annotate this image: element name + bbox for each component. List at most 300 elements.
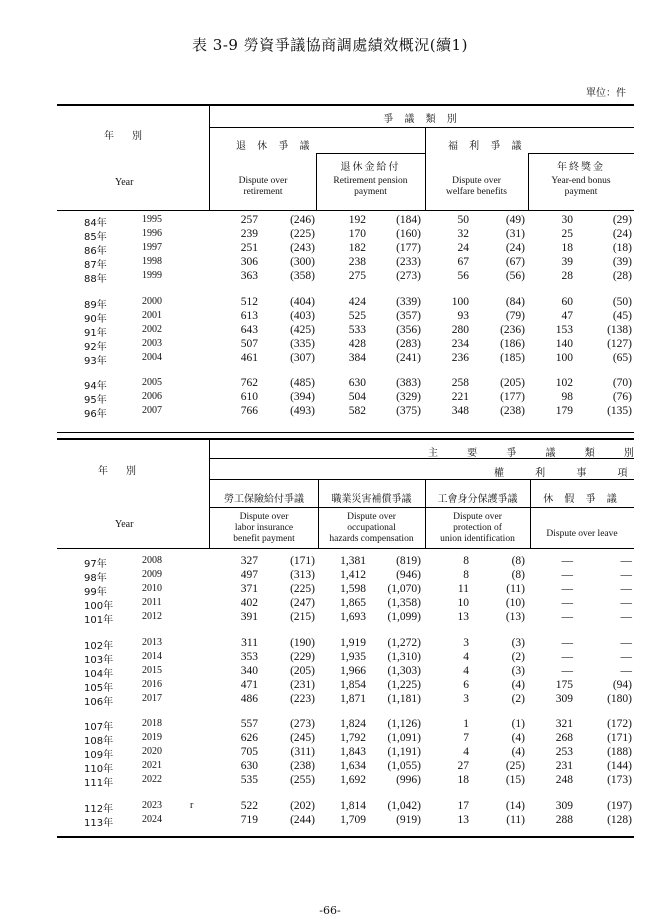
table-row xyxy=(57,774,634,790)
ad-year: 2001 xyxy=(142,309,162,321)
ad-year: 2008 xyxy=(142,555,162,566)
roc-year: 91年 xyxy=(84,327,107,339)
table1-year-label-en: Year xyxy=(115,177,134,188)
roc-year: 92年 xyxy=(84,341,107,353)
roc-year: 95年 xyxy=(84,395,107,407)
cell-value: (358) xyxy=(290,270,315,283)
cell-value: 280 xyxy=(451,323,469,336)
ad-year: 2017 xyxy=(142,692,162,704)
cell-value: 1,598 xyxy=(340,583,366,596)
cell-value: 766 xyxy=(240,405,258,418)
cell-value: (138) xyxy=(607,323,632,336)
cell-value: 1,871 xyxy=(340,692,366,705)
cell-value: (15) xyxy=(505,774,525,787)
table1-year-label-zh: 年 別 xyxy=(104,131,146,142)
col-retire-zh: 退 休 爭 議 xyxy=(236,141,314,152)
cell-value: (425) xyxy=(290,323,315,336)
cell-value: (283) xyxy=(396,337,421,350)
table-row xyxy=(57,242,634,258)
cell-value: 248 xyxy=(555,774,573,787)
roc-year: 107年 xyxy=(84,722,114,733)
cell-value: — xyxy=(620,611,632,624)
cell-value: 626 xyxy=(240,732,258,745)
cell-value: (70) xyxy=(612,377,632,389)
cell-value: (247) xyxy=(290,597,315,610)
cell-value: (335) xyxy=(290,337,315,350)
cell-value: (2) xyxy=(511,692,525,705)
cell-value: 56 xyxy=(457,270,469,283)
cell-value: 234 xyxy=(451,337,469,350)
cell-value: (8) xyxy=(511,569,525,582)
cell-value: (2) xyxy=(511,650,525,663)
table1-sub-rule-a xyxy=(316,153,425,154)
cell-value: 1,692 xyxy=(340,774,366,787)
ad-year: 2007 xyxy=(142,405,162,417)
table2-year-label-zh: 年 別 xyxy=(98,466,140,477)
cell-value: 100 xyxy=(451,295,469,308)
roc-year: 99年 xyxy=(84,587,107,599)
cell-value: (1) xyxy=(511,718,525,730)
cell-value: 238 xyxy=(348,256,366,269)
cell-value: 18 xyxy=(561,242,573,255)
table-row xyxy=(57,583,634,599)
cell-value: — xyxy=(561,611,573,624)
cell-value: (225) xyxy=(290,228,315,241)
cell-value: (313) xyxy=(290,569,315,582)
cell-value: 239 xyxy=(240,228,258,241)
cell-value: 17 xyxy=(457,799,469,812)
cell-value: 13 xyxy=(457,611,469,624)
cell-value: 497 xyxy=(240,569,258,582)
cell-value: (76) xyxy=(612,391,632,404)
cell-value: 47 xyxy=(561,309,573,322)
cell-value: — xyxy=(561,664,573,677)
cell-value: 27 xyxy=(457,760,469,773)
cell-value: — xyxy=(620,583,632,596)
ad-year: 1995 xyxy=(142,214,162,225)
cell-value: (225) xyxy=(290,583,315,596)
cell-value: 306 xyxy=(240,256,258,269)
cell-value: 1,919 xyxy=(340,636,366,649)
cell-value: (205) xyxy=(500,377,525,389)
cell-value: (996) xyxy=(396,774,421,787)
cell-value: 192 xyxy=(348,214,366,226)
cell-value: 533 xyxy=(348,323,366,336)
cell-value: 3 xyxy=(463,692,469,705)
cell-value: 613 xyxy=(240,309,258,322)
cell-value: — xyxy=(561,597,573,610)
cell-value: 8 xyxy=(463,569,469,582)
ad-year: 2002 xyxy=(142,323,162,335)
cell-value: 100 xyxy=(555,351,573,364)
ad-year: 2014 xyxy=(142,650,162,662)
cell-value: (49) xyxy=(505,214,525,226)
ad-year: 1996 xyxy=(142,228,162,240)
cell-value: (180) xyxy=(607,692,632,705)
cell-value: (177) xyxy=(500,391,525,404)
ad-year: 2010 xyxy=(142,583,162,595)
cell-value: (1,126) xyxy=(387,718,421,730)
table-row xyxy=(57,555,634,568)
cell-value: 582 xyxy=(348,405,366,418)
cell-value: 522 xyxy=(240,799,258,812)
cell-value: 140 xyxy=(555,337,573,350)
ad-year: 2024 xyxy=(142,813,162,825)
cell-value: (3) xyxy=(511,664,525,677)
table-row xyxy=(57,746,634,762)
cell-value: 461 xyxy=(240,351,258,364)
cell-value: 348 xyxy=(451,405,469,418)
roc-year: 90年 xyxy=(84,313,107,325)
cell-value: 221 xyxy=(451,391,469,404)
col-welfare-en: Dispute over welfare benefits xyxy=(446,176,507,197)
col-occ-en: Dispute over occupational hazards compensation xyxy=(329,512,414,544)
cell-value: — xyxy=(620,664,632,677)
cell-value: (144) xyxy=(607,760,632,773)
cell-value: 1,814 xyxy=(340,799,366,812)
table-row xyxy=(57,391,634,407)
ad-year: 1999 xyxy=(142,270,162,282)
cell-value: 384 xyxy=(348,351,366,364)
cell-value: (4) xyxy=(511,732,525,745)
roc-year: 110年 xyxy=(84,764,114,776)
table-row xyxy=(57,665,634,678)
cell-value: (127) xyxy=(607,337,632,350)
cell-value: (233) xyxy=(396,256,421,269)
cell-value: 1,709 xyxy=(340,813,366,826)
ad-year: 2019 xyxy=(142,732,162,744)
cell-value: 8 xyxy=(463,555,469,567)
unit-label: 單位：件 xyxy=(586,88,626,99)
cell-value: (202) xyxy=(290,799,315,812)
table2-bottom-rule xyxy=(57,836,634,838)
cell-value: (197) xyxy=(607,799,632,812)
cell-value: (3) xyxy=(511,636,525,649)
cell-value: (1,303) xyxy=(387,664,421,677)
roc-year: 98年 xyxy=(84,573,107,585)
cell-value: (1,191) xyxy=(387,746,421,759)
table-row xyxy=(57,732,634,748)
ad-year: 2011 xyxy=(142,597,162,609)
cell-value: (185) xyxy=(500,351,525,364)
cell-value: — xyxy=(561,555,573,567)
table-row xyxy=(57,693,634,706)
cell-value: 1,693 xyxy=(340,611,366,624)
cell-value: 13 xyxy=(457,813,469,826)
table2-sub-header: 權 利 事 項 xyxy=(494,468,642,479)
cell-value: (190) xyxy=(290,636,315,649)
cell-value: (1,042) xyxy=(387,799,421,812)
roc-year: 101年 xyxy=(84,615,114,627)
col-pension-zh: 退休金給付 xyxy=(340,162,401,173)
table-row xyxy=(57,296,634,309)
cell-value: (28) xyxy=(612,270,632,283)
cell-value: (177) xyxy=(396,242,421,255)
cell-value: 4 xyxy=(463,650,469,663)
cell-value: 340 xyxy=(240,664,258,677)
page-number: -66- xyxy=(319,904,341,917)
cell-value: (39) xyxy=(612,256,632,269)
table-row xyxy=(57,814,634,827)
table-row xyxy=(57,679,634,692)
ad-year: 2021 xyxy=(142,760,162,772)
revision-mark: r xyxy=(190,799,194,811)
table-row xyxy=(57,228,634,244)
cell-value: — xyxy=(620,636,632,649)
col-occ-zh: 職業災害補償爭議 xyxy=(331,494,412,505)
roc-year: 103年 xyxy=(84,654,114,666)
cell-value: (11) xyxy=(506,813,525,826)
cell-value: 182 xyxy=(348,242,366,255)
cell-value: (1,225) xyxy=(387,678,421,691)
cell-value: 327 xyxy=(240,555,258,567)
cell-value: (13) xyxy=(505,611,525,624)
roc-year: 93年 xyxy=(84,355,107,367)
cell-value: (18) xyxy=(612,242,632,255)
cell-value: (383) xyxy=(396,377,421,389)
cell-value: 25 xyxy=(561,228,573,241)
cell-value: 231 xyxy=(555,760,573,773)
cell-value: 236 xyxy=(451,351,469,364)
cell-value: (186) xyxy=(500,337,525,350)
cell-value: (215) xyxy=(290,611,315,624)
table-row xyxy=(57,637,634,650)
table-row xyxy=(57,310,634,323)
cell-value: 719 xyxy=(240,813,258,826)
roc-year: 102年 xyxy=(84,640,114,652)
cell-value: 309 xyxy=(555,799,573,812)
cell-value: (24) xyxy=(612,228,632,241)
cell-value: (31) xyxy=(505,228,525,241)
ad-year: 2015 xyxy=(142,664,162,676)
cell-value: 179 xyxy=(555,405,573,418)
cell-value: 512 xyxy=(240,295,258,308)
cell-value: 1,865 xyxy=(340,597,366,610)
ad-year: 2005 xyxy=(142,377,162,388)
table2-sub-rule xyxy=(210,479,634,480)
roc-year: 100年 xyxy=(84,601,114,613)
cell-value: (205) xyxy=(290,664,315,677)
cell-value: (403) xyxy=(290,309,315,322)
table-row xyxy=(57,718,634,731)
ad-year: 2022 xyxy=(142,774,162,786)
cell-value: (819) xyxy=(396,555,421,567)
cell-value: 504 xyxy=(348,391,366,404)
table2-year-label-en: Year xyxy=(115,519,134,530)
cell-value: (8) xyxy=(511,555,525,567)
roc-year: 84年 xyxy=(84,218,107,229)
col-bonus-en: Year-end bonus payment xyxy=(551,176,611,197)
ad-year: 2006 xyxy=(142,391,162,403)
cell-value: 1 xyxy=(463,718,469,730)
cell-value: (173) xyxy=(607,774,632,787)
cell-value: (128) xyxy=(607,813,632,826)
page-title: 表 3-9 勞資爭議協商調處績效概況(續1) xyxy=(192,36,468,54)
cell-value: 1,854 xyxy=(340,678,366,691)
cell-value: (485) xyxy=(290,377,315,389)
table-row xyxy=(57,760,634,776)
cell-value: (223) xyxy=(290,692,315,705)
ad-year: 2016 xyxy=(142,678,162,690)
cell-value: (238) xyxy=(500,405,525,418)
cell-value: 535 xyxy=(240,774,258,787)
cell-value: (172) xyxy=(607,718,632,730)
roc-year: 113年 xyxy=(84,817,114,829)
cell-value: 170 xyxy=(348,228,366,241)
cell-value: 268 xyxy=(555,732,573,745)
cell-value: (10) xyxy=(505,597,525,610)
cell-value: 525 xyxy=(348,309,366,322)
roc-year: 85年 xyxy=(84,232,107,244)
cell-value: 257 xyxy=(240,214,258,226)
cell-value: (919) xyxy=(396,813,421,826)
cell-value: 258 xyxy=(451,377,469,389)
roc-year: 97年 xyxy=(84,559,107,570)
cell-value: — xyxy=(561,650,573,663)
cell-value: (1,181) xyxy=(387,692,421,705)
cell-value: 428 xyxy=(348,337,366,350)
cell-value: (1,091) xyxy=(387,732,421,745)
col-union-en: Dispute over protection of union identification xyxy=(440,512,515,544)
cell-value: (56) xyxy=(505,270,525,283)
cell-value: 39 xyxy=(561,256,573,269)
ad-year: 1997 xyxy=(142,242,162,254)
table1-header-rule xyxy=(57,210,634,211)
cell-value: (29) xyxy=(612,214,632,226)
cell-value: 28 xyxy=(561,270,573,283)
ad-year: 2004 xyxy=(142,351,162,363)
cell-value: 7 xyxy=(463,732,469,745)
table-row xyxy=(57,338,634,351)
ad-year: 2013 xyxy=(142,636,162,648)
table-row xyxy=(57,352,634,365)
cell-value: 402 xyxy=(240,597,258,610)
table-row xyxy=(57,405,634,421)
ad-year: 2009 xyxy=(142,569,162,581)
cell-value: 4 xyxy=(463,746,469,759)
ad-year: 2023 xyxy=(142,799,162,811)
table-row xyxy=(57,214,634,227)
roc-year: 105年 xyxy=(84,682,114,694)
roc-year: 104年 xyxy=(84,668,114,680)
col-union-zh: 工會身分保護爭議 xyxy=(437,494,518,505)
roc-year: 112年 xyxy=(84,803,114,815)
cell-value: 6 xyxy=(463,678,469,691)
cell-value: (135) xyxy=(607,405,632,418)
table-row xyxy=(57,597,634,613)
cell-value: (229) xyxy=(290,650,315,663)
cell-value: (244) xyxy=(290,813,315,826)
cell-value: (24) xyxy=(505,242,525,255)
cell-value: (11) xyxy=(506,583,525,596)
table1-bottom-rule xyxy=(57,432,634,433)
cell-value: 98 xyxy=(561,391,573,404)
roc-year: 96年 xyxy=(84,409,107,421)
cell-value: (4) xyxy=(511,746,525,759)
cell-value: 67 xyxy=(457,256,469,269)
cell-value: 11 xyxy=(457,583,469,596)
cell-value: 1,935 xyxy=(340,650,366,663)
cell-value: (65) xyxy=(612,351,632,364)
cell-value: (375) xyxy=(396,405,421,418)
ad-year: 2003 xyxy=(142,337,162,349)
cell-value: 486 xyxy=(240,692,258,705)
cell-value: (245) xyxy=(290,732,315,745)
cell-value: — xyxy=(620,650,632,663)
cell-value: (160) xyxy=(396,228,421,241)
table1-group-rule xyxy=(210,127,634,128)
cell-value: 311 xyxy=(241,636,258,649)
col-pension-en: Retirement pension payment xyxy=(333,176,408,197)
cell-value: (243) xyxy=(290,242,315,255)
cell-value: 288 xyxy=(555,813,573,826)
cell-value: — xyxy=(620,569,632,582)
ad-year: 2018 xyxy=(142,718,162,729)
cell-value: (94) xyxy=(612,678,632,691)
cell-value: 1,381 xyxy=(340,555,366,567)
cell-value: 705 xyxy=(240,746,258,759)
cell-value: (1,055) xyxy=(387,760,421,773)
table2-group-header: 主 要 爭 議 類 別 xyxy=(428,448,647,459)
cell-value: (45) xyxy=(612,309,632,322)
cell-value: (946) xyxy=(396,569,421,582)
cell-value: (241) xyxy=(396,351,421,364)
col-leave-zh: 休 假 爭 議 xyxy=(543,494,621,505)
cell-value: (231) xyxy=(290,678,315,691)
cell-value: — xyxy=(620,597,632,610)
table-row xyxy=(57,256,634,272)
cell-value: 4 xyxy=(463,664,469,677)
cell-value: — xyxy=(620,555,632,567)
cell-value: (84) xyxy=(505,295,525,308)
cell-value: 3 xyxy=(463,636,469,649)
cell-value: 24 xyxy=(457,242,469,255)
roc-year: 94年 xyxy=(84,381,107,392)
cell-value: (184) xyxy=(396,214,421,226)
cell-value: (356) xyxy=(396,323,421,336)
cell-value: 50 xyxy=(457,214,469,226)
col-labor-zh: 勞工保險給付爭議 xyxy=(224,494,304,505)
cell-value: 1,634 xyxy=(340,760,366,773)
table-row xyxy=(57,800,634,813)
cell-value: 1,824 xyxy=(340,718,366,730)
ad-year: 2000 xyxy=(142,295,162,307)
table-row xyxy=(57,651,634,664)
cell-value: (404) xyxy=(290,295,315,308)
cell-value: (238) xyxy=(290,760,315,773)
cell-value: 175 xyxy=(555,678,573,691)
cell-value: (311) xyxy=(290,746,315,759)
cell-value: 18 xyxy=(457,774,469,787)
cell-value: (493) xyxy=(290,405,315,418)
table-row xyxy=(57,377,634,390)
cell-value: (329) xyxy=(396,391,421,404)
table2-header-rule xyxy=(57,548,634,549)
cell-value: 93 xyxy=(457,309,469,322)
col-labor-en: Dispute over labor insurance benefit payment xyxy=(233,512,295,544)
cell-value: (1,070) xyxy=(387,583,421,596)
cell-value: 610 xyxy=(240,391,258,404)
table-row xyxy=(57,324,634,337)
col-welfare-zh: 福 利 爭 議 xyxy=(448,141,526,152)
roc-year: 108年 xyxy=(84,736,114,748)
col-bonus-zh: 年終獎金 xyxy=(557,162,605,173)
cell-value: 30 xyxy=(561,214,573,226)
cell-value: 762 xyxy=(240,377,258,389)
table-row xyxy=(57,569,634,585)
cell-value: 1,966 xyxy=(340,664,366,677)
cell-value: 309 xyxy=(555,692,573,705)
